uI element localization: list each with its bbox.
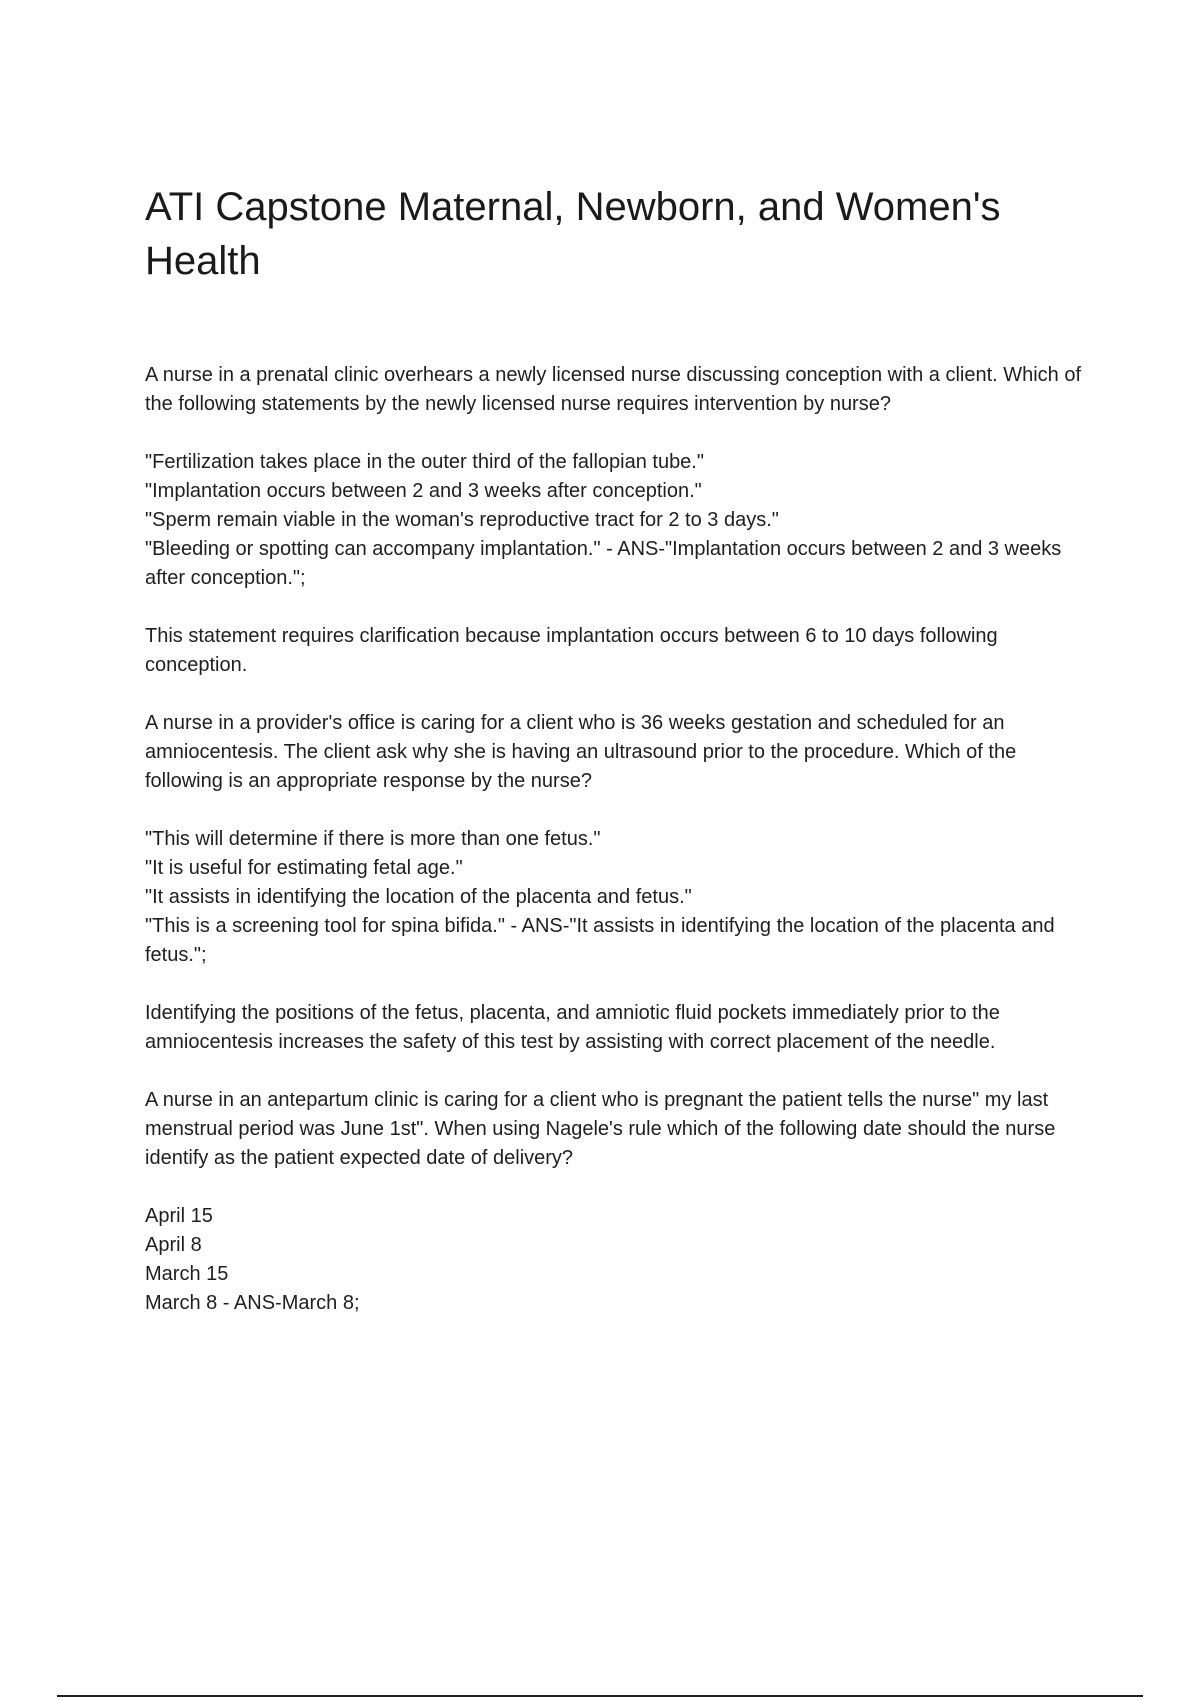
question-2-options [145, 825, 1090, 970]
question-2-option-2: "It is useful for estimating fetal age." [145, 857, 463, 879]
question-3-option-1: April 15 [145, 1205, 213, 1227]
question-3-option-3: March 15 [145, 1263, 229, 1285]
question-3-options [145, 1202, 1090, 1318]
document-body [145, 361, 1090, 1347]
question-1-prompt: A nurse in a prenatal clinic overhears a newly licensed nurse discussing conception with a client. Which of the following statements by the newly licensed nurse requires intervention by nurse? [145, 364, 1082, 415]
page-bottom-divider [57, 1695, 1143, 1697]
question-2-option-1: "This will determine if there is more than one fetus." [145, 828, 601, 850]
question-1-option-4-answer: "Bleeding or spotting can accompany implantation." - ANS-"Implantation occurs between 2 and 3 weeks after conception."; [145, 538, 1062, 589]
document-title: ATI Capstone Maternal, Newborn, and Women's Health [145, 185, 1001, 283]
question-2-option-3: "It assists in identifying the location of the placenta and fetus." [145, 886, 692, 908]
question-3-option-4-answer: March 8 - ANS-March 8; [145, 1292, 360, 1314]
question-2-prompt: A nurse in a provider's office is caring for a client who is 36 weeks gestation and scheduled for an amniocentesis. The client ask why she is having an ultrasound prior to the procedure. Which of the following is an appropriate response by the nurse? [145, 712, 1017, 792]
question-3-prompt: A nurse in an antepartum clinic is caring for a client who is pregnant the patient tells the nurse" my last menstrual period was June 1st". When using Nagele's rule which of the following date should the nurse identify as the patient expected date of delivery? [145, 1089, 1056, 1169]
question-3-option-2: April 8 [145, 1234, 202, 1256]
question-2-option-4-answer: "This is a screening tool for spina bifida." - ANS-"It assists in identifying the location of the placenta and fetus."; [145, 915, 1055, 966]
question-1-options [145, 448, 1090, 593]
question-1-rationale: This statement requires clarification because implantation occurs between 6 to 10 days following conception. [145, 625, 998, 676]
question-2-rationale: Identifying the positions of the fetus, placenta, and amniotic fluid pockets immediately prior to the amniocentesis increases the safety of this test by assisting with correct placement of the needle. [145, 1002, 1000, 1053]
question-1-option-2: "Implantation occurs between 2 and 3 weeks after conception." [145, 480, 702, 502]
question-1-option-3: "Sperm remain viable in the woman's reproductive tract for 2 to 3 days." [145, 509, 779, 531]
question-1-option-1: "Fertilization takes place in the outer third of the fallopian tube." [145, 451, 704, 473]
